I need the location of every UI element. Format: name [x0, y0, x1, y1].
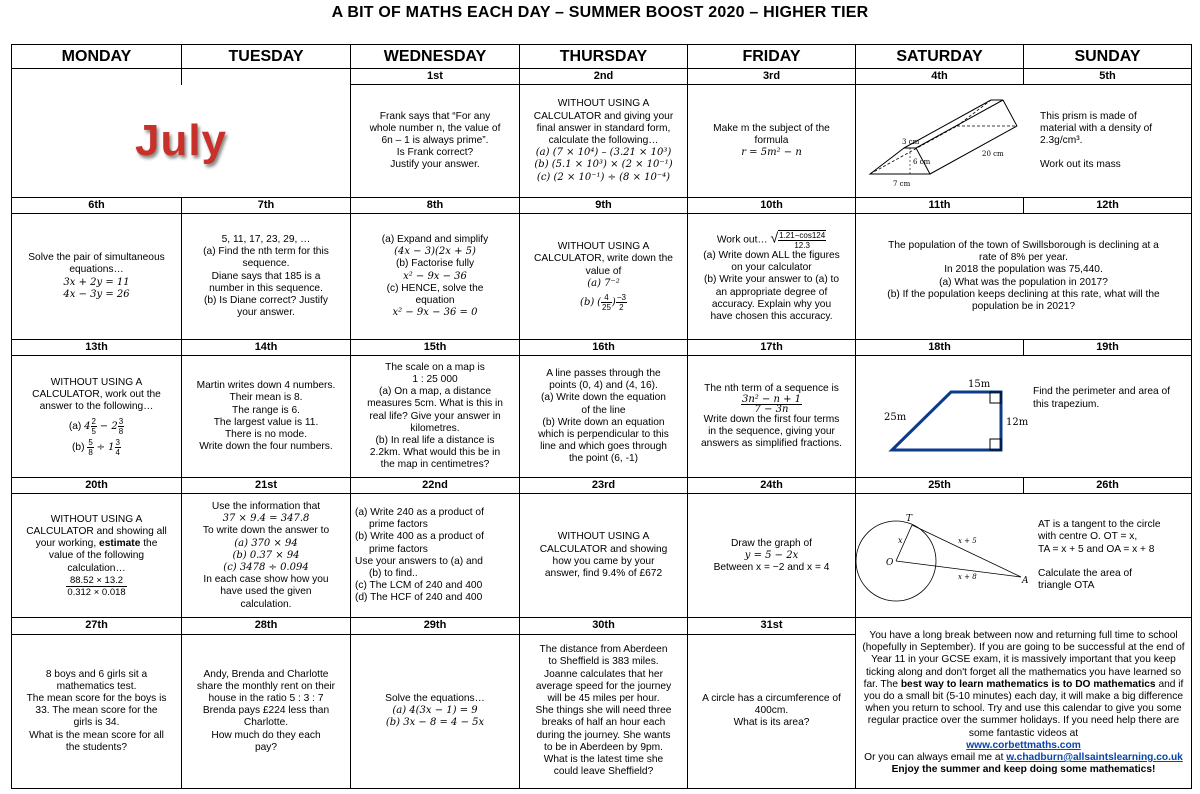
corbettmaths-link[interactable]: www.corbettmaths.com	[966, 739, 1081, 751]
diagram-label-x: x	[898, 535, 903, 545]
date-number: 11th	[856, 197, 1024, 213]
trapezium-label-height: 12m	[1006, 416, 1029, 428]
date-number: 8th	[351, 197, 520, 213]
week1-body-row	[12, 85, 1192, 198]
date-number: 27th	[12, 618, 182, 634]
question-cell-jul14: Martin writes down 4 numbers. Their mean is 8. The range is 6. The largest value is 11. There is no mode. Write down the four numbers.	[182, 356, 351, 478]
day-header-sunday: SUNDAY	[1024, 45, 1192, 69]
date-number: 7th	[182, 197, 351, 213]
question-cell-jul22: (a) Write 240 as a product of prime factors (b) Write 400 as a product of prime factors Use your answers to (a) and (b) to find.. (c) The LCM of 240 and 400 (d) The HCF of 240 and 400	[351, 494, 520, 618]
date-number: 2nd	[520, 69, 688, 85]
date-number	[12, 69, 182, 85]
date-number	[182, 69, 351, 85]
tangent-circle-diagram	[856, 501, 1036, 611]
date-number: 6th	[12, 197, 182, 213]
date-number: 9th	[520, 197, 688, 213]
date-number: 18th	[856, 340, 1024, 356]
date-number: 20th	[12, 478, 182, 494]
question-cell-jul17: The nth term of a sequence is $\frac{\text{3n² − n + 1}}{7 - 3n}$ Write down the first four terms in the sequence, giving your answers as simplified fractions.	[688, 356, 856, 478]
question-cell-jul2: WITHOUT USING A CALCULATOR and giving your final answer in standard form, calculate the following… (a) (7 × 10⁴) – (3.21 × 10³) (b) (5.1 × 10³) × (2 × 10⁻¹) (c) (2 × 10⁻¹) ÷ (8 × 10⁻⁴)	[520, 85, 688, 198]
question-cell-jul13: WITHOUT USING A CALCULATOR, work out the answer to the following… (a) 4 $\frac{2}{5}$ − 2 $\frac{3}{8}$ (b) $\frac{5}{8}$ ÷ 1 $\frac{3}{4}$	[12, 356, 182, 478]
question-cell-jul27: 8 boys and 6 girls sit a mathematics test. The mean score for the boys is 33. The mean score for the girls is 34. What is the mean score for all the students?	[12, 634, 182, 788]
month-banner-cell	[12, 85, 351, 198]
question-cell-jul10: Work out… √ $\frac{1.21-\cos 124}{12.3}$ (a) Write down ALL the figures on your calculator (b) Write your answer to (a) to an appropriate degree of accuracy. Explain why you have chosen this accuracy.	[688, 214, 856, 340]
day-header-friday: FRIDAY	[688, 45, 856, 69]
date-number: 24th	[688, 478, 856, 494]
question-cell-jul11-12: The population of the town of Swillsborough is declining at a rate of 8% per year. In 2018 the population was 75,440. (a) What was the population in 2017? (b) If the population keeps declining at this rate, what will the population be in 2021?	[856, 214, 1192, 340]
question-cell-jul1: Frank says that “For any whole number n, the value of 6n – 1 is always prime”. Is Frank correct? Justify your answer.	[351, 85, 520, 198]
day-header-row	[12, 45, 1192, 69]
question-cell-jul9: WITHOUT USING A CALCULATOR, write down the value of (a) 7⁻² (b) ( $\frac{4}{25}$ ) $^{\frac{-3}{2}}$	[520, 214, 688, 340]
question-cell-jul7: 5, 11, 17, 23, 29, … (a) Find the nth term for this sequence. Diane says that 185 is a number in this sequence. (b) Is Diane correct? Justify your answer.	[182, 214, 351, 340]
diagram-label-a: A	[1022, 575, 1029, 586]
date-number: 31st	[688, 618, 856, 634]
question-cell-jul28: Andy, Brenda and Charlotte share the monthly rent on their house in the ratio 5 : 3 : 7 Brenda pays £224 less than Charlotte. How much do they each pay?	[182, 634, 351, 788]
date-number: 19th	[1024, 340, 1192, 356]
summer-note-cell: You have a long break between now and returning full time to school (hopefully in September). If you are going to be successful at the end of Year 11 in your GCSE exam, it is massively important that you keep ticking along and don't forget all the mathematics you have learned so far. The best way to learn mathematics is to DO mathematics and if you do a small bit (5-10 minutes) each day, it will make a big difference when you return to school. Try and use this calendar to give you some regular practice over the summer holidays. If you need help there are some fantastic videos at www.corbettmaths.com Or you can always email me at w.chadburn@allsaintslearning.co.uk Enjoy the summer and keep doing some mathematics!	[856, 618, 1192, 789]
date-number: 5th	[1024, 69, 1192, 85]
date-number: 1st	[351, 69, 520, 85]
week3-date-row	[12, 340, 1192, 356]
question-cell-jul8: (a) Expand and simplify (4x − 3)(2x + 5) (b) Factorise fully x² − 9x − 36 (c) HENCE, solve the equation x² − 9x − 36 = 0	[351, 214, 520, 340]
prism-diagram	[856, 86, 1036, 196]
week2-body-row	[12, 214, 1192, 340]
question-cell-jul18-19: 15m 25m 12m Find the perimeter and area of this trapezium.	[856, 356, 1192, 478]
week3-body-row	[12, 356, 1192, 478]
question-cell-jul4-5: 3 cm 6 cm 7 cm 20 cm This prism is made of material with a density of 2.3g/cm³. Work out its mass	[856, 85, 1192, 198]
question-cell-jul15: The scale on a map is 1 : 25 000 (a) On a map, a distance measures 5cm. What is this in real life? Give your answer in kilometres. (b) In real life a distance is 2.2km. What would this be in the map in centimetres?	[351, 356, 520, 478]
week2-date-row	[12, 197, 1192, 213]
question-cell-jul25-26: T x O x + 5 x + 8 A AT is a tangent to the circle with centre O. OT = x, TA = x + 5 and OA = x + 8 Calculate the area of triangle OTA	[856, 494, 1192, 618]
date-number: 14th	[182, 340, 351, 356]
week4-date-row	[12, 478, 1192, 494]
question-cell-jul31: A circle has a circumference of 400cm. What is its area?	[688, 634, 856, 788]
question-cell-jul3: Make m the subject of the formula r = 5m² − n	[688, 85, 856, 198]
week4-body-row	[12, 494, 1192, 618]
date-number: 23rd	[520, 478, 688, 494]
question-cell-jul16: A line passes through the points (0, 4) and (4, 16). (a) Write down the equation of the line (b) Write down an equation which is perpendicular to this line and which goes through the point (6, -1)	[520, 356, 688, 478]
day-header-wednesday: WEDNESDAY	[351, 45, 520, 69]
date-number: 25th	[856, 478, 1024, 494]
prism-label-height: 6 cm	[913, 158, 931, 167]
date-number: 12th	[1024, 197, 1192, 213]
date-number: 17th	[688, 340, 856, 356]
day-header-tuesday: TUESDAY	[182, 45, 351, 69]
prism-label-base: 7 cm	[893, 180, 911, 189]
trapezium-diagram	[856, 362, 1031, 472]
prism-label-top: 3 cm	[902, 138, 920, 147]
date-number: 21st	[182, 478, 351, 494]
question-cell-jul23: WITHOUT USING A CALCULATOR and showing how you came by your answer, find 9.4% of £672	[520, 494, 688, 618]
day-header-thursday: THURSDAY	[520, 45, 688, 69]
page-title: A BIT OF MATHS EACH DAY – SUMMER BOOST 2020 – HIGHER TIER	[331, 4, 869, 21]
trapezium-label-slant: 25m	[884, 411, 907, 423]
question-cell-jul21: Use the information that 37 × 9.4 = 347.8 To write down the answer to (a) 370 × 94 (b) 0.37 × 94 (c) 3478 ÷ 0.094 In each case show how you have used the given calculation.	[182, 494, 351, 618]
day-header-saturday: SATURDAY	[856, 45, 1024, 69]
question-cell-jul30: The distance from Aberdeen to Sheffield is 383 miles. Joanne calculates that her average speed for the journey will be 45 miles per hour. She things she will need three breaks of half an hour each during the journey. She wants to be in Aberdeen by 9pm. What is the latest time she could leave Sheffield?	[520, 634, 688, 788]
calendar-grid	[11, 44, 1192, 789]
date-number: 26th	[1024, 478, 1192, 494]
day-header-monday: MONDAY	[12, 45, 182, 69]
date-number: 29th	[351, 618, 520, 634]
date-number: 10th	[688, 197, 856, 213]
diagram-label-t: T	[906, 513, 913, 524]
prism-label-length: 20 cm	[982, 150, 1004, 159]
date-number: 22nd	[351, 478, 520, 494]
week1-date-row	[12, 69, 1192, 85]
diagram-label-ta: x + 5	[958, 536, 977, 545]
month-title: July	[134, 115, 228, 165]
question-cell-jul6: Solve the pair of simultaneous equations… 3x + 2y = 11 4x − 3y = 26	[12, 214, 182, 340]
diagram-label-oa: x + 8	[958, 572, 977, 581]
question-cell-jul20: WITHOUT USING A CALCULATOR and showing all your working, estimate the value of the following calculation… $\frac{88.52 \times 13.2}{0.312 \times 0.018}$	[12, 494, 182, 618]
date-number: 4th	[856, 69, 1024, 85]
trapezium-label-top: 15m	[968, 378, 991, 390]
week5-date-row	[12, 618, 1192, 634]
date-number: 3rd	[688, 69, 856, 85]
date-number: 15th	[351, 340, 520, 356]
date-number: 28th	[182, 618, 351, 634]
diagram-label-o: O	[886, 557, 894, 568]
date-number: 16th	[520, 340, 688, 356]
question-cell-jul29: Solve the equations… (a) 4(3x − 1) = 9 (b) 3x − 8 = 4 − 5x	[351, 634, 520, 788]
date-number: 13th	[12, 340, 182, 356]
date-number: 30th	[520, 618, 688, 634]
email-link[interactable]: w.chadburn@allsaintslearning.co.uk	[1006, 751, 1183, 763]
question-cell-jul24: Draw the graph of y = 5 − 2x Between x = −2 and x = 4	[688, 494, 856, 618]
